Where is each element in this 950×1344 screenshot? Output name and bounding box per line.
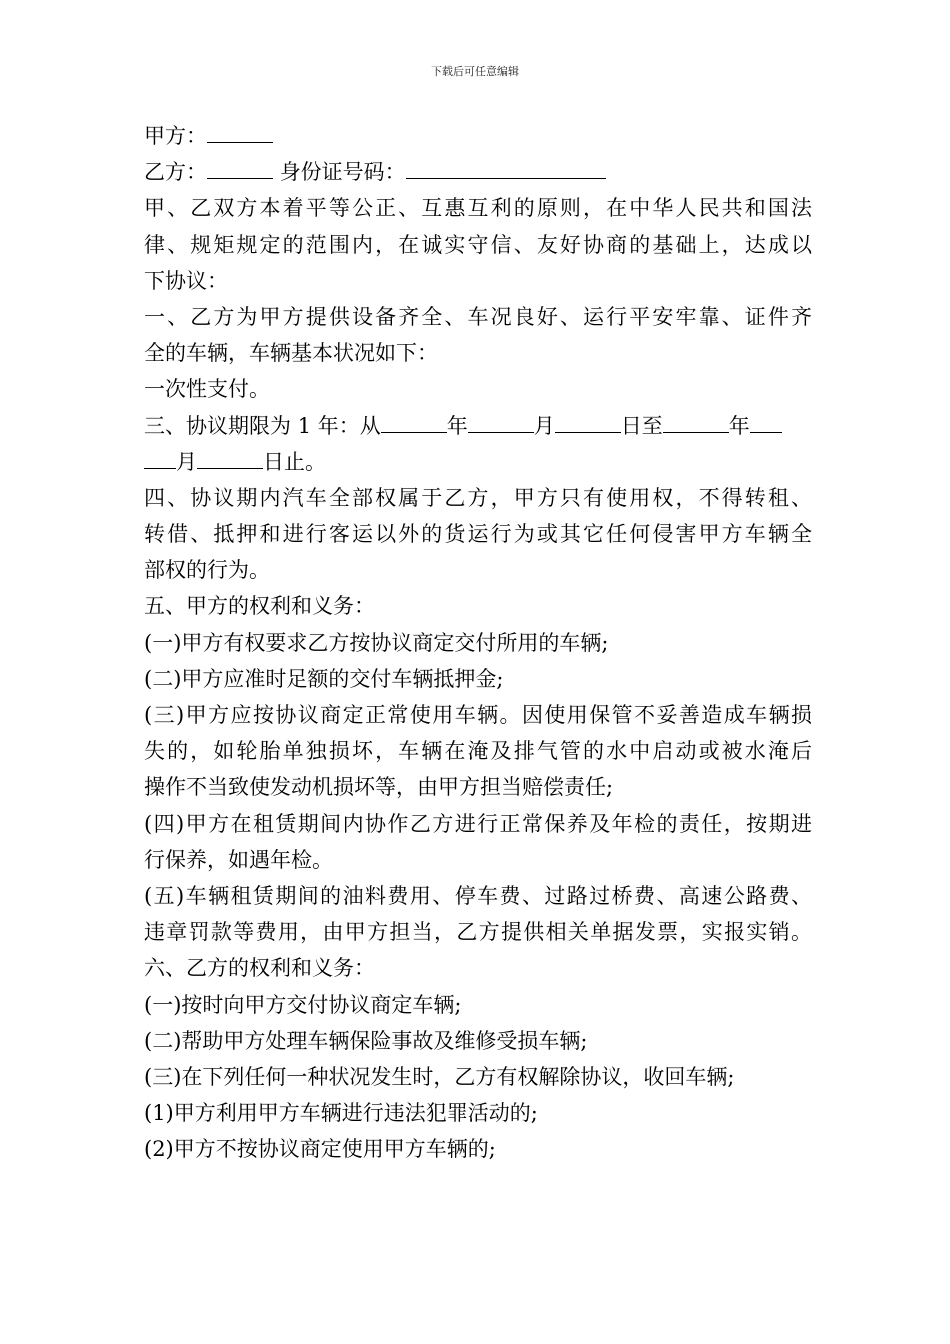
paragraph-line: 一次性支付。	[144, 377, 270, 402]
paragraph-line: 全的车辆，车辆基本状况如下：	[144, 341, 438, 366]
list-item: (三)甲方应按协议商定正常使用车辆。因使用保管不妥善造成车辆损	[144, 703, 812, 727]
paragraph-line: 违章罚款等费用，由甲方担当，乙方提供相关单据发票，实报实销。	[144, 920, 812, 945]
paragraph-line: 操作不当致使发动机损坏等，由甲方担当赔偿责任;	[144, 775, 614, 800]
end-year-unit: 年	[728, 413, 750, 438]
list-item: (一)甲方有权要求乙方按协议商定交付所用的车辆;	[144, 630, 609, 655]
document-body	[144, 118, 812, 1167]
paragraph-line: 部权的行为。	[144, 558, 270, 583]
paragraph-line: 行保养，如遇年检。	[144, 847, 333, 872]
id-number-label: 身份证号码：	[279, 160, 406, 185]
start-year-unit: 年	[446, 413, 468, 438]
list-item: (二)甲方应准时足额的交付车辆抵押金;	[144, 666, 504, 691]
paragraph-line: 甲、乙双方本着平等公正、互惠互利的原则，在中华人民共和国法	[144, 196, 812, 221]
end-day-unit: 日止。	[263, 449, 326, 474]
section-heading: 五、甲方的权利和义务：	[144, 594, 375, 619]
party-b-line	[144, 154, 812, 190]
list-item: (四)甲方在租赁期间内协作乙方进行正常保养及年检的责任，按期进	[144, 811, 812, 836]
paragraph-line: 失的，如轮胎单独损坏，车辆在淹及排气管的水中启动或被水淹后	[144, 739, 812, 764]
party-b-label: 乙方：	[144, 160, 207, 185]
party-a-label: 甲方：	[144, 124, 207, 148]
end-month-blank-part1[interactable]	[750, 413, 782, 433]
list-item: (三)在下列任何一种状况发生时，乙方有权解除协议，收回车辆;	[144, 1064, 735, 1089]
section-heading: 六、乙方的权利和义务：	[144, 956, 375, 981]
party-a-blank[interactable]	[207, 123, 273, 143]
end-day-blank[interactable]	[197, 449, 263, 469]
paragraph-line: 一、乙方为甲方提供设备齐全、车况良好、运行平安牢靠、证件齐	[144, 304, 812, 329]
term-years: 1	[297, 413, 312, 438]
end-month-unit: 月	[176, 449, 197, 474]
start-day-blank[interactable]	[555, 413, 621, 433]
term-clause-line	[144, 408, 812, 444]
paragraph-line: 转借、抵押和进行客运以外的货运行为或其它任何侵害甲方车辆全	[144, 522, 812, 547]
term-clause-line-2	[144, 444, 812, 480]
list-item: (2)甲方不按协议商定使用甲方车辆的;	[144, 1137, 496, 1162]
list-item: (1)甲方利用甲方车辆进行违法犯罪活动的;	[144, 1101, 538, 1126]
party-b-blank[interactable]	[207, 159, 273, 179]
end-year-blank[interactable]	[663, 413, 729, 433]
end-month-blank-part2[interactable]	[144, 449, 176, 469]
start-day-to: 日至	[620, 413, 663, 438]
paragraph-line: 律、规矩规定的范围内，在诚实守信、友好协商的基础上，达成以	[144, 232, 812, 257]
start-month-unit: 月	[533, 413, 555, 438]
list-item: (一)按时向甲方交付协议商定车辆;	[144, 992, 462, 1017]
page-header: 下载后可任意编辑	[431, 65, 519, 78]
party-a-line	[144, 118, 812, 154]
list-item: (五)车辆租赁期间的油料费用、停车费、过路过桥费、高速公路费、	[144, 883, 812, 908]
start-year-blank[interactable]	[381, 413, 447, 433]
list-item: (二)帮助甲方处理车辆保险事故及维修受损车辆;	[144, 1028, 588, 1053]
term-prefix: 三、协议期限为	[144, 413, 291, 438]
paragraph-line: 下协议：	[144, 268, 228, 293]
paragraph-line: 四、协议期内汽车全部权属于乙方，甲方只有使用权，不得转租、	[144, 485, 812, 510]
id-number-blank[interactable]	[406, 159, 606, 179]
term-from: 年：从	[317, 413, 381, 438]
start-month-blank[interactable]	[468, 413, 534, 433]
